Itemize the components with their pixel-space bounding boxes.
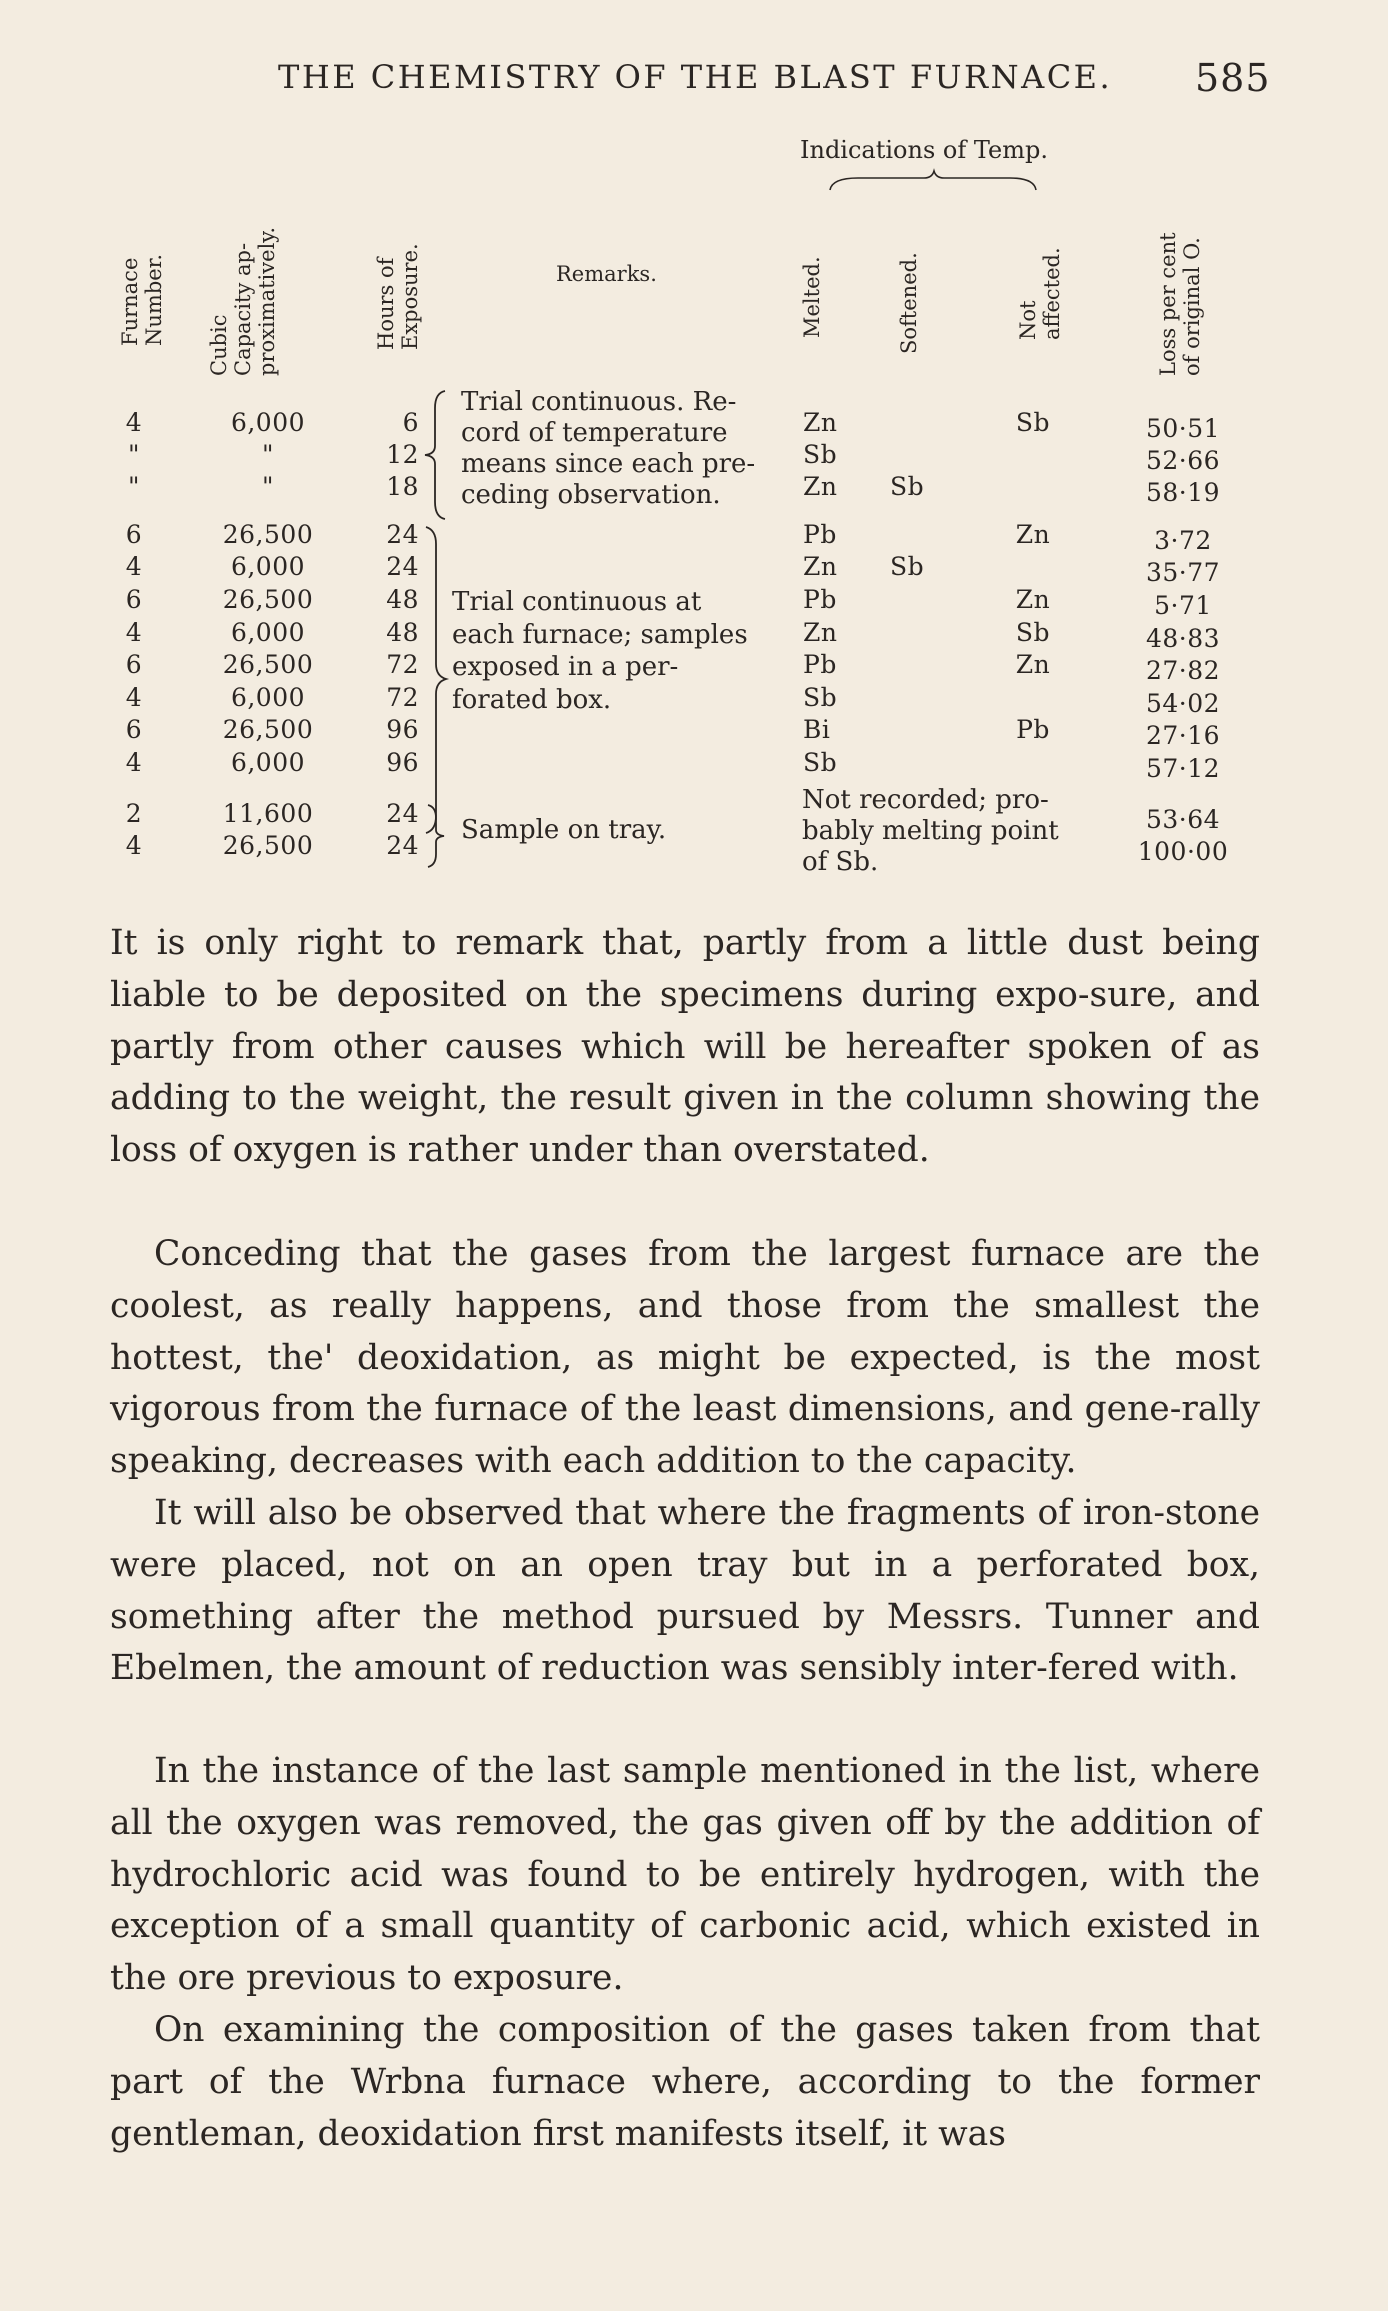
cell-loss: 53·64 — [1145, 805, 1221, 834]
indications-heading: Indications of Temp. — [800, 136, 1048, 164]
cell-hours: 24 — [386, 552, 419, 581]
col-head-furnace: Furnace Number. — [118, 253, 166, 346]
cell-furnace: 4 — [125, 683, 143, 712]
paragraph-2: Conceding that the gases from the largest furnace are the coolest, as really happens, and those from the smallest the hottest, the' deoxidation, as might be expected, is the most vigorous from the furnace of the least dimensions, and gene-rally speaking, decreases with each addition to the capacity. — [110, 1234, 1260, 1482]
cell-hours: 48 — [386, 618, 419, 647]
cell-loss: 27·82 — [1145, 656, 1221, 685]
cell-loss: 35·77 — [1145, 558, 1221, 587]
cell-hours: 12 — [386, 440, 419, 469]
cell-capacity: 6,000 — [230, 748, 306, 777]
cell-melted: Sb — [803, 683, 838, 712]
paragraph-1: It is only right to remark that, partly from a little dust being liable to be deposited on the specimens during expo-sure, and partly from other causes which will be hereafter spoken of as adding to the weight, the result given in the column showing the loss of oxygen is rather under than overstated. — [110, 923, 1260, 1171]
cell-hours: 6 — [402, 408, 419, 437]
cell-hours: 96 — [386, 715, 419, 744]
col-head-softened: Softened. — [897, 252, 921, 354]
cell-hours: 24 — [386, 831, 419, 860]
cell-capacity: 26,500 — [222, 650, 314, 679]
col-head-hours: Hours of Exposure. — [374, 243, 422, 350]
col-head-capacity: Cubic Capacity ap- proximatively. — [207, 226, 279, 376]
cell-melted: Sb — [803, 440, 838, 469]
cell-not-affected: Zn — [1015, 650, 1051, 679]
cell-not-affected: Sb — [1015, 408, 1051, 437]
cell-melted: Zn — [803, 552, 838, 581]
cell-capacity: 26,500 — [222, 831, 314, 860]
cell-capacity: 6,000 — [230, 552, 306, 581]
cell-melted: Pb — [803, 585, 837, 614]
cell-not-affected: Sb — [1015, 618, 1051, 647]
cell-capacity: 26,500 — [222, 715, 314, 744]
cell-capacity: " — [262, 472, 274, 501]
col-head-not-affected: Not affected. — [1016, 247, 1064, 340]
cell-furnace: 4 — [125, 618, 143, 647]
remarks-group-2: Trial continuous at each furnace; samples exposed in a per- forated box. — [452, 587, 748, 715]
remarks-brace-1 — [415, 388, 449, 522]
cell-furnace: 4 — [125, 408, 143, 437]
cell-loss: 50·51 — [1145, 414, 1221, 443]
cell-softened: Sb — [890, 472, 925, 501]
remarks-group-1: Trial continuous. Re- cord of temperature means since each pre- ceding observation. — [461, 387, 756, 510]
cell-furnace: 4 — [125, 831, 143, 860]
cell-furnace: 6 — [125, 650, 143, 679]
cell-melted: Zn — [803, 618, 838, 647]
col-head-melted: Melted. — [800, 256, 824, 338]
cell-hours: 24 — [386, 799, 419, 828]
cell-capacity: " — [262, 440, 274, 469]
cell-loss: 5·71 — [1154, 591, 1212, 620]
cell-furnace: 4 — [125, 748, 143, 777]
cell-furnace: " — [128, 440, 140, 469]
cell-furnace: 6 — [125, 715, 143, 744]
cell-melted: Zn — [803, 408, 838, 437]
cell-hours: 72 — [386, 650, 419, 679]
cell-hours: 18 — [386, 472, 419, 501]
cell-hours: 48 — [386, 585, 419, 614]
page-number: 585 — [1195, 56, 1271, 100]
col-head-remarks: Remarks. — [556, 262, 657, 286]
cell-capacity: 6,000 — [230, 618, 306, 647]
remarks-brace-3 — [424, 802, 450, 870]
cell-hours: 96 — [386, 748, 419, 777]
cell-not-affected: Zn — [1015, 585, 1051, 614]
cell-capacity: 26,500 — [222, 520, 314, 549]
cell-furnace: " — [128, 472, 140, 501]
cell-loss: 3·72 — [1154, 526, 1212, 555]
cell-capacity: 6,000 — [230, 408, 306, 437]
cell-furnace: 6 — [125, 520, 143, 549]
cell-loss: 57·12 — [1145, 754, 1221, 783]
indications-brace — [828, 168, 1038, 194]
cell-hours: 24 — [386, 520, 419, 549]
paragraph-3: It will also be observed that where the fragments of iron-stone were placed, not on an open tray but in a perforated box, something after the method pursued by Messrs. Tunner and Ebelmen, the amount of reduction was sensibly inter-fered with. — [110, 1493, 1260, 1689]
cell-melted: Pb — [803, 650, 837, 679]
cell-furnace: 6 — [125, 585, 143, 614]
cell-melted: Sb — [803, 748, 838, 777]
last-indication-note: Not recorded; pro- bably melting point of Sb. — [802, 785, 1059, 877]
cell-not-affected: Zn — [1015, 520, 1051, 549]
cell-loss: 48·83 — [1145, 624, 1221, 653]
col-head-loss: Loss per cent of original O. — [1156, 232, 1204, 376]
cell-furnace: 2 — [125, 799, 143, 828]
cell-loss: 27·16 — [1145, 721, 1221, 750]
remarks-brace-2 — [422, 524, 452, 836]
cell-softened: Sb — [890, 552, 925, 581]
cell-loss: 58·19 — [1145, 478, 1221, 507]
cell-melted: Pb — [803, 520, 837, 549]
paragraph-5: On examining the composition of the gases taken from that part of the Wrbna furnace where, according to the former gentleman, deoxidation first manifests itself, it was — [110, 2010, 1260, 2154]
cell-capacity: 11,600 — [222, 799, 314, 828]
paragraph-4: In the instance of the last sample mentioned in the list, where all the oxygen was removed, the gas given off by the addition of hydrochloric acid was found to be entirely hydrogen, with the exception of a small quantity of carbonic acid, which existed in the ore previous to exposure. — [110, 1751, 1260, 1999]
cell-not-affected: Pb — [1016, 715, 1050, 744]
cell-melted: Zn — [803, 472, 838, 501]
cell-loss: 100·00 — [1137, 837, 1229, 866]
cell-loss: 52·66 — [1145, 446, 1221, 475]
running-title: THE CHEMISTRY OF THE BLAST FURNACE. — [278, 58, 1113, 96]
cell-melted: Bi — [803, 715, 831, 744]
cell-furnace: 4 — [125, 552, 143, 581]
cell-capacity: 26,500 — [222, 585, 314, 614]
cell-hours: 72 — [386, 683, 419, 712]
remarks-group-3: Sample on tray. — [461, 815, 667, 845]
cell-capacity: 6,000 — [230, 683, 306, 712]
cell-loss: 54·02 — [1145, 689, 1221, 718]
